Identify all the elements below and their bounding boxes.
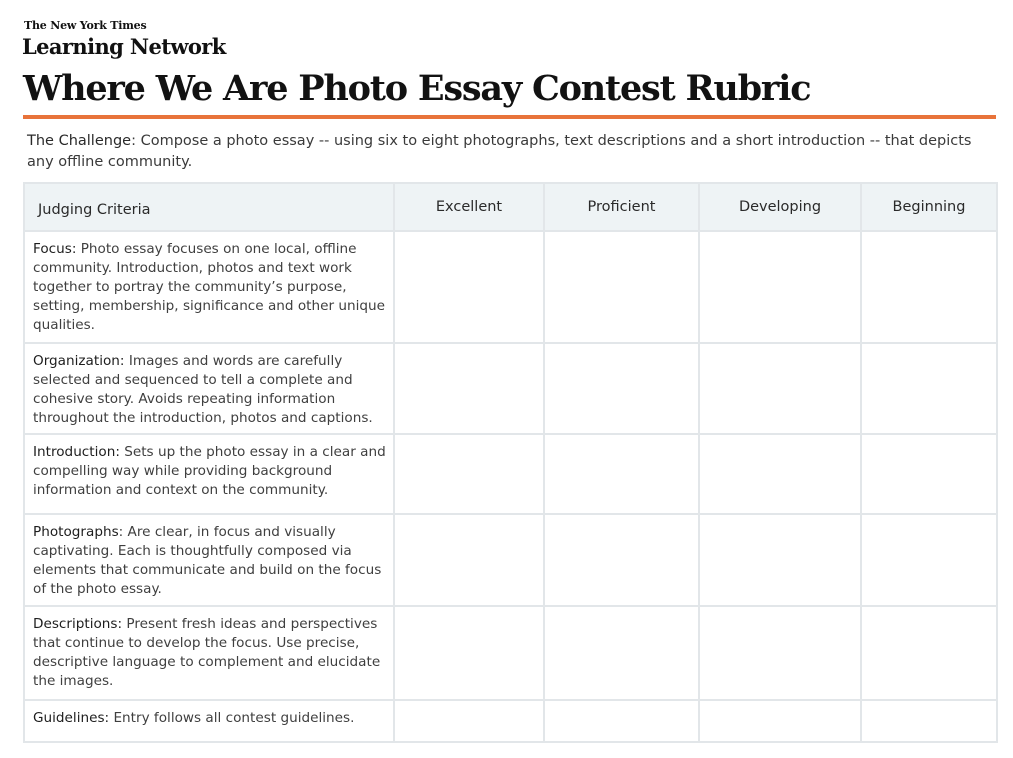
score-cell-beginning: [861, 700, 997, 742]
title-divider: [23, 115, 996, 119]
rubric-table: [23, 182, 998, 743]
score-cell-proficient: [544, 700, 699, 742]
score-cell-excellent: [394, 514, 544, 606]
criterion-organization: [24, 343, 394, 434]
score-cell-excellent: [394, 434, 544, 514]
score-cell-proficient: [544, 231, 699, 343]
score-cell-developing: [699, 434, 861, 514]
criterion-introduction: [24, 434, 394, 514]
criterion-photographs: [24, 514, 394, 606]
criterion-text: Entry follows all contest guidelines.: [109, 710, 355, 726]
criterion-guidelines: [24, 700, 394, 742]
learning-network-logo: Learning Network: [22, 34, 226, 59]
score-cell-beginning: [861, 434, 997, 514]
score-cell-excellent: [394, 343, 544, 434]
column-header-developing: Developing: [699, 183, 861, 231]
column-header-excellent: Excellent: [394, 183, 544, 231]
rubric-row-introduction: [24, 434, 997, 514]
score-cell-excellent: [394, 606, 544, 700]
score-cell-beginning: [861, 231, 997, 343]
column-header-proficient: Proficient: [544, 183, 699, 231]
rubric-row-focus: [24, 231, 997, 343]
score-cell-developing: [699, 514, 861, 606]
score-cell-developing: [699, 343, 861, 434]
challenge-label: The Challenge: [27, 133, 132, 149]
score-cell-proficient: [544, 514, 699, 606]
challenge-statement: [27, 131, 987, 173]
rubric-row-photographs: [24, 514, 997, 606]
score-cell-developing: [699, 231, 861, 343]
score-cell-developing: [699, 606, 861, 700]
rubric-row-descriptions: [24, 606, 997, 700]
criterion-text: Present fresh ideas and perspectives that continue to develop the focus. Use precise, descriptive language to complement and elucidate the images.: [33, 616, 381, 689]
score-cell-proficient: [544, 434, 699, 514]
score-cell-beginning: [861, 514, 997, 606]
criterion-text: Photo essay focuses on one local, offline community. Introduction, photos and text work together to portray the community’s purpose, setting, membership, significance and other unique qualities.: [33, 241, 386, 333]
rubric-row-organization: [24, 343, 997, 434]
criterion-text: Sets up the photo essay in a clear and compelling way while providing background information and context on the community.: [33, 444, 386, 498]
score-cell-proficient: [544, 606, 699, 700]
criterion-term: Organization:: [33, 353, 125, 369]
criterion-term: Focus:: [33, 241, 77, 257]
page-title: Where We Are Photo Essay Contest Rubric: [23, 68, 811, 109]
rubric-header-row: [24, 183, 997, 231]
challenge-text: : Compose a photo essay -- using six to eight photographs, text descriptions and a short introduction -- that depicts any offline community.: [27, 133, 972, 170]
criterion-text: : Are clear, in focus and visually captivating. Each is thoughtfully composed via elements that communicate and build on the focus of the photo essay.: [33, 524, 382, 597]
criterion-term: Introduction:: [33, 444, 120, 460]
nyt-wordmark: The New York Times: [24, 19, 147, 32]
score-cell-proficient: [544, 343, 699, 434]
rubric-row-guidelines: [24, 700, 997, 742]
score-cell-excellent: [394, 231, 544, 343]
column-header-beginning: Beginning: [861, 183, 997, 231]
criterion-term: Guidelines:: [33, 710, 110, 726]
score-cell-beginning: [861, 606, 997, 700]
criterion-term: Descriptions:: [33, 616, 123, 632]
score-cell-developing: [699, 700, 861, 742]
score-cell-beginning: [861, 343, 997, 434]
criterion-term: Photographs: [33, 524, 119, 540]
criterion-text: Images and words are carefully selected and sequenced to tell a complete and cohesive story. Avoids repeating information throughout the introduction, photos and captions.: [33, 353, 373, 426]
score-cell-excellent: [394, 700, 544, 742]
criterion-focus: [24, 231, 394, 343]
criterion-descriptions: [24, 606, 394, 700]
column-header-judging-criteria: Judging Criteria: [24, 183, 394, 231]
